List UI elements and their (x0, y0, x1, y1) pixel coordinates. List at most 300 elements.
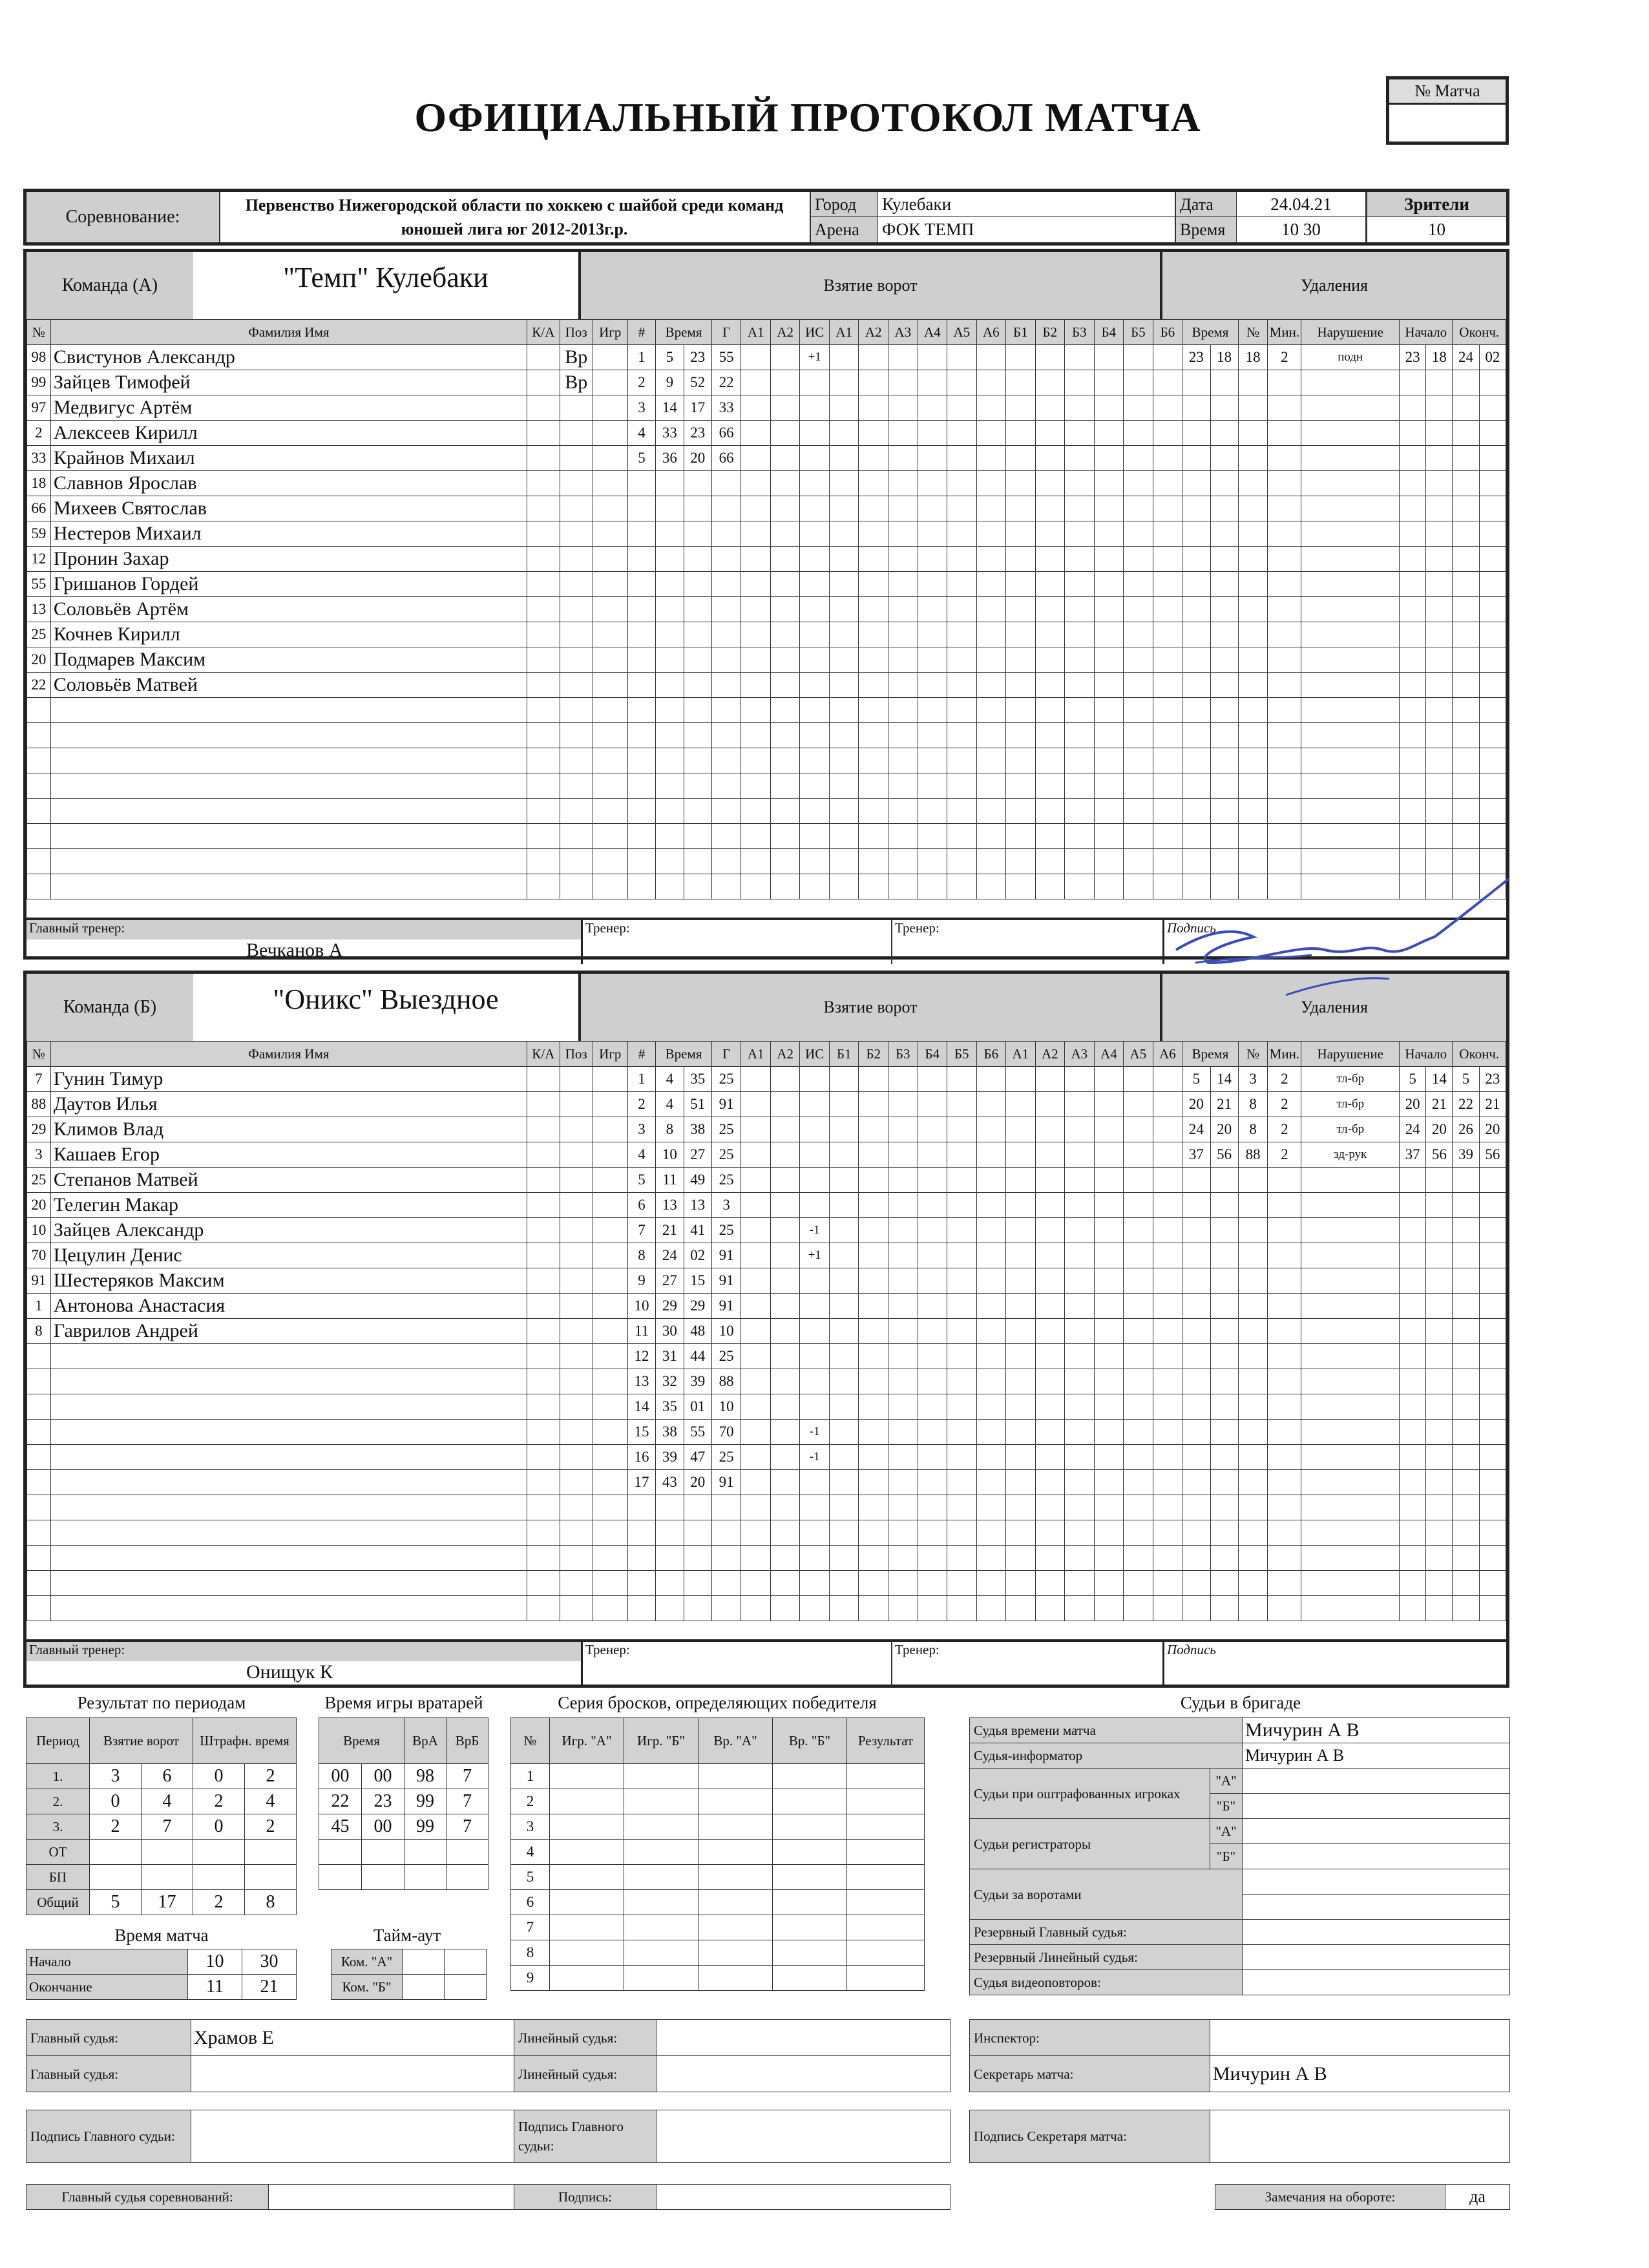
col-opp-onice-3-header: А3 (1065, 1042, 1095, 1067)
onice-cell (1006, 496, 1036, 521)
goal-strength (800, 421, 830, 446)
goal-minute: 11 (656, 1168, 684, 1193)
period-name: ОТ (26, 1840, 90, 1865)
penalty-box-label: Судьи при оштрафованных игроках (970, 1769, 1210, 1819)
player-number: 18 (27, 471, 51, 496)
pen-minutes (1268, 471, 1301, 496)
col-opp-onice-6-header: А6 (1153, 1042, 1182, 1067)
onice-cell (1035, 1117, 1065, 1142)
player-games (593, 521, 627, 547)
onice-cell (859, 773, 888, 799)
penalty-box-b: "Б" (1210, 1794, 1243, 1819)
goal-assist2 (770, 622, 800, 647)
goal-minute (656, 471, 684, 496)
pen-start-second (1426, 1319, 1453, 1344)
goal-minute: 8 (656, 1117, 684, 1142)
onice-cell (1124, 1470, 1153, 1495)
player-number: 97 (27, 395, 51, 421)
goal-minute: 43 (656, 1470, 684, 1495)
pen-start-second (1426, 1596, 1453, 1621)
player-name: Подмарев Максим (50, 647, 527, 673)
player-name: Степанов Матвей (50, 1168, 527, 1193)
reserve-main-label: Резервный Главный судья: (970, 1920, 1243, 1945)
pen-start-second: 21 (1426, 1092, 1453, 1117)
col-gp-header: Игр (593, 320, 627, 345)
onice-cell (976, 1168, 1006, 1193)
pen-end-minute (1453, 1596, 1479, 1621)
pen-minute (1182, 1294, 1210, 1319)
goal-strength (800, 1546, 830, 1571)
onice-cell (1124, 622, 1153, 647)
goal-number (627, 496, 655, 521)
onice-cell (1124, 345, 1153, 370)
goal-assist1 (741, 496, 771, 521)
onice-cell (1124, 1596, 1153, 1621)
player-name: Кочнев Кирилл (50, 622, 527, 647)
remarks-table (1215, 2184, 1510, 2210)
goal-strength: +1 (800, 1243, 830, 1268)
period-goals-b: 4 (142, 1789, 193, 1814)
pen-player-no (1238, 1470, 1268, 1495)
onice-cell (1035, 1294, 1065, 1319)
goalie-a-number: 99 (404, 1789, 446, 1814)
onice-cell (829, 1067, 859, 1092)
onice-cell (1094, 547, 1124, 572)
pen-player-no (1238, 1571, 1268, 1596)
col-no-header: № (27, 1042, 51, 1067)
player-games (593, 395, 627, 421)
onice-cell (918, 421, 947, 446)
pen-start-second (1426, 370, 1453, 395)
table-row (27, 1243, 1506, 1268)
onice-cell (918, 673, 947, 698)
period-pim-b: 2 (245, 1814, 297, 1840)
goal-strength (800, 1268, 830, 1294)
competition-name: Первенство Нижегородской области по хоккею с шайбой среди команд юношей лига юг 2012-2013г.р. (245, 196, 784, 238)
player-name (50, 874, 527, 899)
shootout-row-number: 2 (511, 1789, 550, 1814)
pen-minute (1182, 370, 1210, 395)
onice-cell (1153, 395, 1182, 421)
pen-player-no (1238, 748, 1268, 773)
goal-strength (800, 874, 830, 899)
onice-cell (1124, 673, 1153, 698)
player-games (593, 673, 627, 698)
player-number: 12 (27, 547, 51, 572)
onice-cell (918, 723, 947, 748)
inspector-label: Инспектор: (970, 2020, 1210, 2056)
player-number: 20 (27, 1193, 51, 1218)
period-pim-a (193, 1840, 245, 1865)
onice-cell (859, 572, 888, 597)
onice-cell (1006, 1268, 1036, 1294)
pen-end-second: 21 (1479, 1092, 1506, 1117)
goal-assist1 (741, 824, 771, 849)
onice-cell (1153, 1243, 1182, 1268)
onice-cell (947, 647, 977, 673)
player-ka (527, 748, 560, 773)
team-a-penalties-header: Удаления (1162, 252, 1506, 319)
secretary-sign-table (969, 2110, 1510, 2163)
goal-strength (800, 1294, 830, 1319)
pen-minutes (1268, 1268, 1301, 1294)
table-row (27, 1193, 1506, 1218)
goal-assist2 (770, 1546, 800, 1571)
player-ka (527, 773, 560, 799)
player-name: Михеев Святослав (50, 496, 527, 521)
onice-cell (1124, 395, 1153, 421)
pen-minutes (1268, 1344, 1301, 1369)
goal-assist2 (770, 1571, 800, 1596)
pen-end-minute (1453, 799, 1479, 824)
player-ka (527, 1067, 560, 1092)
video-referee-label: Судья видеоповторов: (970, 1970, 1243, 1995)
pen-start-second (1426, 1571, 1453, 1596)
table-row (27, 1546, 1506, 1571)
player-games (593, 1117, 627, 1142)
player-position (560, 1470, 593, 1495)
goalie-change-second (362, 1865, 404, 1890)
pen-start-second (1426, 723, 1453, 748)
table-row (319, 1840, 488, 1865)
goal-assist2 (770, 874, 800, 899)
pen-end-second (1479, 1369, 1506, 1394)
period-goals-a (90, 1840, 142, 1865)
onice-cell (976, 1344, 1006, 1369)
player-position (560, 1445, 593, 1470)
pen-end-second (1479, 496, 1506, 521)
goal-minute: 21 (656, 1218, 684, 1243)
goal-strength (800, 673, 830, 698)
player-ka (527, 1168, 560, 1193)
table-row (319, 1764, 488, 1789)
goal-minute: 39 (656, 1445, 684, 1470)
pen-start-minute (1400, 698, 1426, 723)
player-number (27, 1546, 51, 1571)
goal-assist1 (741, 1168, 771, 1193)
coach-row (26, 1639, 1506, 1686)
onice-cell (947, 597, 977, 622)
periods-caption: Результат по периодам (77, 1693, 246, 1712)
pen-second (1210, 446, 1238, 471)
onice-cell (1124, 597, 1153, 622)
pen-minute (1182, 799, 1210, 824)
onice-cell (1153, 1092, 1182, 1117)
goal-assist1 (741, 597, 771, 622)
goalie-change-second: 00 (362, 1814, 404, 1840)
pen-start-second (1426, 1369, 1453, 1394)
onice-cell (976, 849, 1006, 874)
signature-scribble (1157, 866, 1518, 1014)
onice-cell (947, 1445, 977, 1470)
player-name: Антонова Анастасия (50, 1294, 527, 1319)
player-name (50, 1571, 527, 1596)
goal-scorer (711, 597, 741, 622)
onice-cell (1065, 345, 1095, 370)
pen-end-minute (1453, 395, 1479, 421)
pen-second (1210, 370, 1238, 395)
goal-assist1 (741, 748, 771, 773)
player-number (27, 1394, 51, 1420)
onice-cell (1035, 1319, 1065, 1344)
player-position (560, 824, 593, 849)
pen-end-second (1479, 1193, 1506, 1218)
pen-end-minute (1453, 824, 1479, 849)
pen-player-no (1238, 572, 1268, 597)
pen-player-no: 3 (1238, 1067, 1268, 1092)
goal-strength (800, 446, 830, 471)
match-start-minute: 30 (242, 1949, 297, 1975)
pen-start-minute: 37 (1400, 1142, 1426, 1168)
onice-cell (829, 1495, 859, 1520)
onice-cell (1006, 1420, 1036, 1445)
onice-cell (976, 547, 1006, 572)
onice-cell (1124, 647, 1153, 673)
pen-minutes (1268, 521, 1301, 547)
goal-scorer (711, 849, 741, 874)
pen-minutes (1268, 572, 1301, 597)
goal-scorer: 66 (711, 446, 741, 471)
pen-start-minute (1400, 1168, 1426, 1193)
onice-cell (1065, 698, 1095, 723)
onice-cell (947, 1520, 977, 1546)
onice-cell (947, 874, 977, 899)
onice-cell (1094, 597, 1124, 622)
goal-scorer: 70 (711, 1420, 741, 1445)
onice-cell (1153, 1495, 1182, 1520)
onice-cell (1035, 395, 1065, 421)
pen-minute (1182, 748, 1210, 773)
onice-cell (888, 673, 918, 698)
pen-start-minute: 20 (1400, 1092, 1426, 1117)
onice-cell (1153, 547, 1182, 572)
pen-start-minute (1400, 748, 1426, 773)
onice-cell (1035, 824, 1065, 849)
goal-second (684, 597, 711, 622)
onice-cell (1153, 1369, 1182, 1394)
pen-minutes (1268, 370, 1301, 395)
goal-second (684, 748, 711, 773)
onice-cell (1006, 1445, 1036, 1470)
pen-player-no (1238, 1319, 1268, 1344)
goal-second (684, 824, 711, 849)
onice-cell (888, 1243, 918, 1268)
table-row (27, 446, 1506, 471)
onice-cell (829, 1193, 859, 1218)
onice-cell (1153, 1344, 1182, 1369)
onice-cell (1065, 1218, 1095, 1243)
player-games (593, 1394, 627, 1420)
player-name: Свистунов Александр (50, 345, 527, 370)
pen-player-no (1238, 1546, 1268, 1571)
onice-cell (1006, 1344, 1036, 1369)
table-row (27, 799, 1506, 824)
pen-start-minute (1400, 1394, 1426, 1420)
pen-second (1210, 673, 1238, 698)
pen-second (1210, 1470, 1238, 1495)
onice-cell (888, 647, 918, 673)
onice-cell (1094, 1117, 1124, 1142)
goal-assist2 (770, 496, 800, 521)
goal-number (627, 547, 655, 572)
shootout-row-number: 3 (511, 1814, 550, 1840)
pen-start-second (1426, 547, 1453, 572)
pen-minute (1182, 824, 1210, 849)
main-referee-2-value (191, 2056, 514, 2092)
pen-minute: 5 (1182, 1067, 1210, 1092)
onice-cell (1006, 1168, 1036, 1193)
onice-cell (947, 673, 977, 698)
onice-cell (1094, 421, 1124, 446)
player-position: Вр (560, 345, 593, 370)
goal-minute: 13 (656, 1193, 684, 1218)
pen-second (1210, 1420, 1238, 1445)
onice-cell (1035, 471, 1065, 496)
onice-cell (1035, 874, 1065, 899)
onice-cell (1153, 370, 1182, 395)
pen-minutes (1268, 1445, 1301, 1470)
col-pen-start-header: Начало (1400, 320, 1453, 345)
onice-cell (918, 471, 947, 496)
period-pim-a: 2 (193, 1789, 245, 1814)
goal-assist1 (741, 1117, 771, 1142)
pen-player-no (1238, 395, 1268, 421)
pen-minutes (1268, 773, 1301, 799)
goal-second: 15 (684, 1268, 711, 1294)
onice-cell (947, 723, 977, 748)
pen-minutes (1268, 1520, 1301, 1546)
player-position: Вр (560, 370, 593, 395)
player-number (27, 1571, 51, 1596)
pen-player-no (1238, 1193, 1268, 1218)
pen-start-second (1426, 1218, 1453, 1243)
pen-start-second (1426, 1193, 1453, 1218)
pen-end-minute (1453, 1294, 1479, 1319)
goal-strength: +1 (800, 345, 830, 370)
onice-cell (1094, 1344, 1124, 1369)
pen-violation (1301, 773, 1400, 799)
goal-number: 8 (627, 1243, 655, 1268)
player-ka (527, 1420, 560, 1445)
onice-cell (1124, 471, 1153, 496)
pen-violation (1301, 723, 1400, 748)
player-ka (527, 1546, 560, 1571)
onice-cell (976, 723, 1006, 748)
pen-start-second (1426, 673, 1453, 698)
onice-cell (829, 773, 859, 799)
goal-second (684, 1520, 711, 1546)
onice-cell (888, 1294, 918, 1319)
goal-strength (800, 496, 830, 521)
pen-end-second (1479, 395, 1506, 421)
pen-end-second (1479, 1394, 1506, 1420)
onice-cell (1094, 446, 1124, 471)
onice-cell (1035, 597, 1065, 622)
goal-scorer: 10 (711, 1394, 741, 1420)
goal-assist2 (770, 723, 800, 748)
onice-cell (888, 1369, 918, 1394)
onice-cell (1153, 698, 1182, 723)
onice-cell (859, 421, 888, 446)
onice-cell (1065, 1420, 1095, 1445)
pen-start-second (1426, 1168, 1453, 1193)
onice-cell (1035, 1470, 1065, 1495)
goal-second: 20 (684, 1470, 711, 1495)
goal-minute: 24 (656, 1243, 684, 1268)
onice-cell (1006, 471, 1036, 496)
onice-cell (1153, 622, 1182, 647)
player-games (593, 647, 627, 673)
onice-cell (918, 748, 947, 773)
pen-minutes (1268, 1319, 1301, 1344)
goal-minute (656, 1495, 684, 1520)
pen-second (1210, 1218, 1238, 1243)
onice-cell (859, 471, 888, 496)
goal-assist2 (770, 1067, 800, 1092)
onice-cell (1124, 446, 1153, 471)
onice-cell (1124, 1243, 1153, 1268)
goal-second (684, 849, 711, 874)
goal-second: 44 (684, 1344, 711, 1369)
onice-cell (1094, 1596, 1124, 1621)
player-name (50, 849, 527, 874)
table-row (27, 345, 1506, 370)
onice-cell (1035, 1445, 1065, 1470)
goal-minute (656, 1596, 684, 1621)
pen-start-minute (1400, 1319, 1426, 1344)
goal-minute (656, 521, 684, 547)
onice-cell (829, 1420, 859, 1445)
goal-strength (800, 1193, 830, 1218)
goalie-time-header: Время (319, 1718, 404, 1764)
onice-cell (1035, 1420, 1065, 1445)
table-row (27, 395, 1506, 421)
onice-cell (829, 1596, 859, 1621)
table-row (27, 1092, 1506, 1117)
onice-cell (918, 345, 947, 370)
onice-cell (859, 874, 888, 899)
head-coach-value: Онищук К (246, 1661, 333, 1683)
onice-cell (1006, 874, 1036, 899)
head-coach-value: Вечканов А (246, 940, 343, 961)
goal-scorer (711, 673, 741, 698)
player-ka (527, 698, 560, 723)
shootout-row-number: 5 (511, 1865, 550, 1890)
spectators-value: 10 (1365, 217, 1506, 242)
onice-cell (1065, 496, 1095, 521)
player-position (560, 1142, 593, 1168)
city-label: Город (810, 192, 877, 217)
goal-minute: 29 (656, 1294, 684, 1319)
goal-strength (800, 1067, 830, 1092)
goal-assist2 (770, 799, 800, 824)
pen-start-second (1426, 1243, 1453, 1268)
onice-cell (1124, 1520, 1153, 1546)
goal-strength (800, 1571, 830, 1596)
goal-assist1 (741, 622, 771, 647)
onice-cell (947, 849, 977, 874)
player-name (50, 723, 527, 748)
onice-cell (976, 572, 1006, 597)
col-pen-violation-header: Нарушение (1301, 320, 1400, 345)
onice-cell (1006, 723, 1036, 748)
goal-strength (800, 572, 830, 597)
goal-strength (800, 395, 830, 421)
onice-cell (947, 1294, 977, 1319)
pen-start-second (1426, 597, 1453, 622)
col-onice-4-header: А4 (918, 320, 947, 345)
goal-second (684, 773, 711, 799)
